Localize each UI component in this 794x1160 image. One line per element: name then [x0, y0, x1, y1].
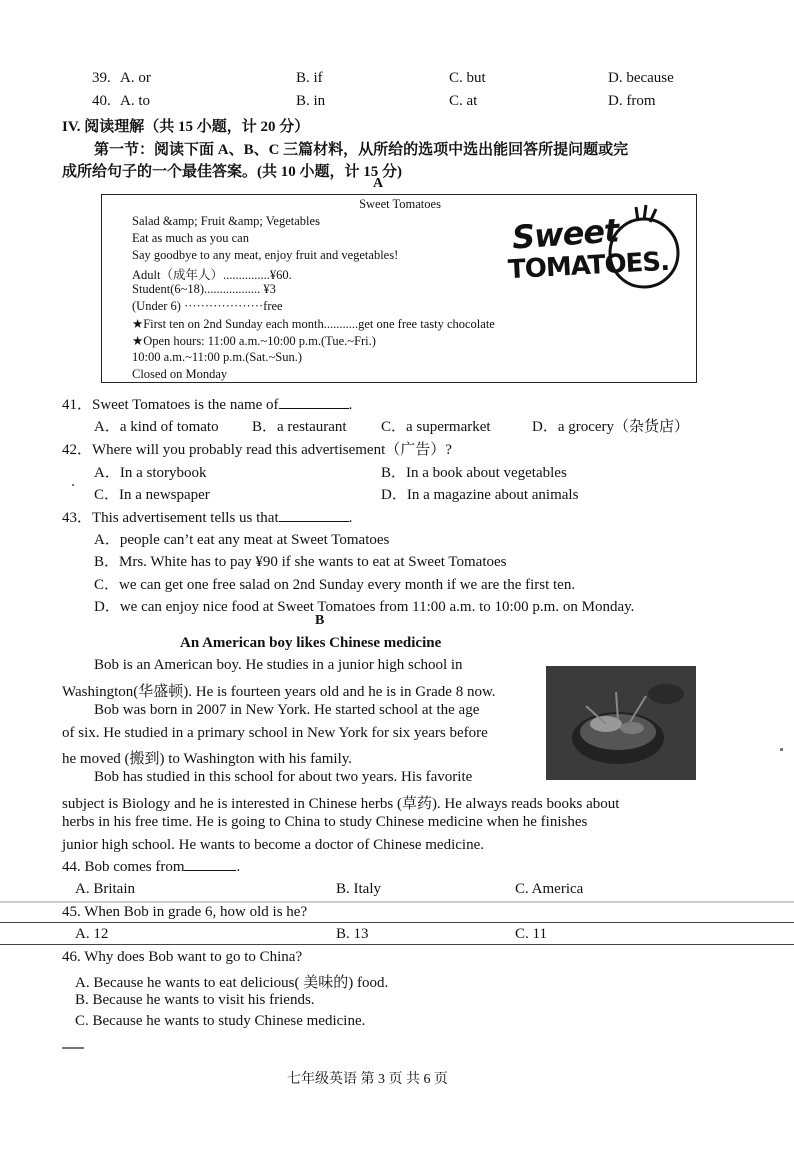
q42-stem: 42．Where will you probably read this advertisement（广告）? — [62, 442, 452, 458]
advertisement-box — [101, 194, 697, 383]
passage-b-line: Bob has studied in this school for about two years. His favorite — [94, 769, 473, 785]
q44-option-b: B. Italy — [336, 881, 381, 897]
q40-option-c: C. at — [449, 93, 478, 109]
page-footer: 七年级英语 第 3 页 共 6 页 — [287, 1072, 448, 1087]
ad-line: Student(6~18).................. ¥3 — [132, 282, 276, 296]
passage-b-line: Bob is an American boy. He studies in a junior high school in — [94, 657, 463, 673]
q43-stem-end: . — [348, 510, 353, 526]
ad-line: Say goodbye to any meat, enjoy fruit and vegetables! — [132, 248, 399, 262]
q45-option-b: B. 13 — [336, 926, 369, 942]
scan-speck — [62, 1047, 84, 1049]
ad-line: Adult（成年人）...............¥60. — [132, 268, 292, 282]
q43-option-d: D．we can enjoy nice food at Sweet Tomatoes from 11:00 a.m. to 10:00 p.m. on Monday. — [94, 599, 635, 615]
divider-line — [0, 944, 794, 945]
ad-line: Eat as much as you can — [132, 231, 249, 245]
logo-text-tomatoes: TOMATOES. — [507, 246, 670, 286]
divider-line — [0, 922, 794, 923]
q43-stem — [62, 506, 352, 527]
q44-stem-text: 44. Bob comes from — [62, 859, 185, 875]
q39-number: 39. — [92, 70, 111, 86]
q43-option-c: C．we can get one free salad on 2nd Sunday every month if we are the first ten. — [94, 577, 576, 593]
ad-line: (Under 6) ···················free — [132, 299, 283, 313]
q41-stem-text: 41．Sweet Tomatoes is the name of — [62, 397, 279, 413]
q42-option-a: A．In a storybook — [94, 465, 207, 481]
q41-option-d: D．a grocery（杂货店） — [532, 419, 690, 435]
passage-b-line: herbs in his free time. He is going to China to study Chinese medicine when he finishes — [62, 814, 588, 830]
q42-option-c: C．In a newspaper — [94, 487, 210, 503]
passage-b-line: Washington(华盛顿). He is fourteen years old and he is in Grade 8 now. — [62, 684, 496, 700]
q43-option-b: B．Mrs. White has to pay ¥90 if she wants to eat at Sweet Tomatoes — [94, 554, 507, 570]
q40-option-b: B. in — [296, 93, 326, 109]
q41-option-a: A．a kind of tomato — [94, 419, 219, 435]
q41-option-c: C．a supermarket — [381, 419, 491, 435]
q40-option-d: D. from — [608, 93, 656, 109]
q40-number: 40. — [92, 93, 111, 109]
part1-instruction-line2: 成所给句子的一个最佳答案。(共 10 小题，计 15 分) — [62, 164, 402, 180]
q44-option-c: C. America — [515, 881, 584, 897]
ad-title: Sweet Tomatoes — [359, 197, 441, 211]
q41-stem-end: . — [348, 397, 353, 413]
q42-option-d: D．In a magazine about animals — [381, 487, 579, 503]
q42-option-b: B．In a book about vegetables — [381, 465, 567, 481]
q43-blank — [279, 521, 349, 522]
scan-speck — [780, 748, 783, 751]
herbs-bowl-icon — [546, 666, 696, 780]
scan-speck — [72, 484, 74, 486]
q41-stem — [62, 393, 352, 414]
passage-b-line: Bob was born in 2007 in New York. He started school at the age — [94, 702, 480, 718]
q46-option-c: C. Because he wants to study Chinese medicine. — [75, 1013, 366, 1029]
herbs-photo — [546, 666, 696, 780]
section-heading: IV. 阅读理解（共 15 小题，计 20 分） — [62, 119, 310, 135]
q39-option-c: C. but — [449, 70, 486, 86]
q44-blank — [184, 870, 236, 871]
passage-b-line: he moved (搬到) to Washington with his family. — [62, 751, 353, 767]
passage-b-title: An American boy likes Chinese medicine — [180, 635, 442, 651]
part1-instruction-line1: 第一节：阅读下面 A、B、C 三篇材料，从所给的选项中选出能回答所提问题或完 — [94, 142, 629, 158]
q44-stem — [62, 859, 240, 876]
q45-option-a: A. 12 — [75, 926, 109, 942]
q45-option-c: C. 11 — [515, 926, 547, 942]
logo-text-sweet: Sweet — [510, 211, 620, 257]
q44-stem-end: . — [236, 859, 241, 875]
q45-stem: 45. When Bob in grade 6, how old is he? — [62, 904, 308, 920]
q43-option-a: A．people can’t eat any meat at Sweet Tomatoes — [94, 532, 390, 548]
ad-line: Salad &amp; Fruit &amp; Vegetables — [132, 214, 320, 228]
q43-stem-text: 43．This advertisement tells us that — [62, 510, 279, 526]
passage-b-label: B — [315, 613, 325, 628]
ad-line: ★Open hours: 11:00 a.m.~10:00 p.m.(Tue.~Fri.) — [132, 334, 376, 348]
ad-line: 10:00 a.m.~11:00 p.m.(Sat.~Sun.) — [132, 350, 303, 364]
q41-option-b: B．a restaurant — [252, 419, 347, 435]
q39-option-b: B. if — [296, 70, 323, 86]
passage-b-line: subject is Biology and he is interested in Chinese herbs (草药). He always reads books about — [62, 796, 620, 812]
q46-option-a: A. Because he wants to eat delicious( 美味的) food. — [75, 975, 389, 991]
passage-b-line: junior high school. He wants to become a doctor of Chinese medicine. — [62, 837, 484, 853]
scan-artifact — [0, 901, 794, 903]
q44-option-a: A. Britain — [75, 881, 135, 897]
passage-a-label: A — [373, 176, 384, 191]
q46-stem: 46. Why does Bob want to go to China? — [62, 949, 303, 965]
q39-option-a: A. or — [120, 70, 151, 86]
ad-line: ★First ten on 2nd Sunday each month...........get one free tasty chocolate — [132, 317, 495, 331]
passage-b-line: of six. He studied in a primary school in New York for six years before — [62, 725, 488, 741]
ad-line: Closed on Monday — [132, 367, 228, 381]
q46-option-b: B. Because he wants to visit his friends. — [75, 992, 315, 1008]
q40-option-a: A. to — [120, 93, 150, 109]
sweet-tomatoes-logo — [506, 201, 686, 291]
q39-option-d: D. because — [608, 70, 674, 86]
q41-blank — [279, 408, 349, 409]
